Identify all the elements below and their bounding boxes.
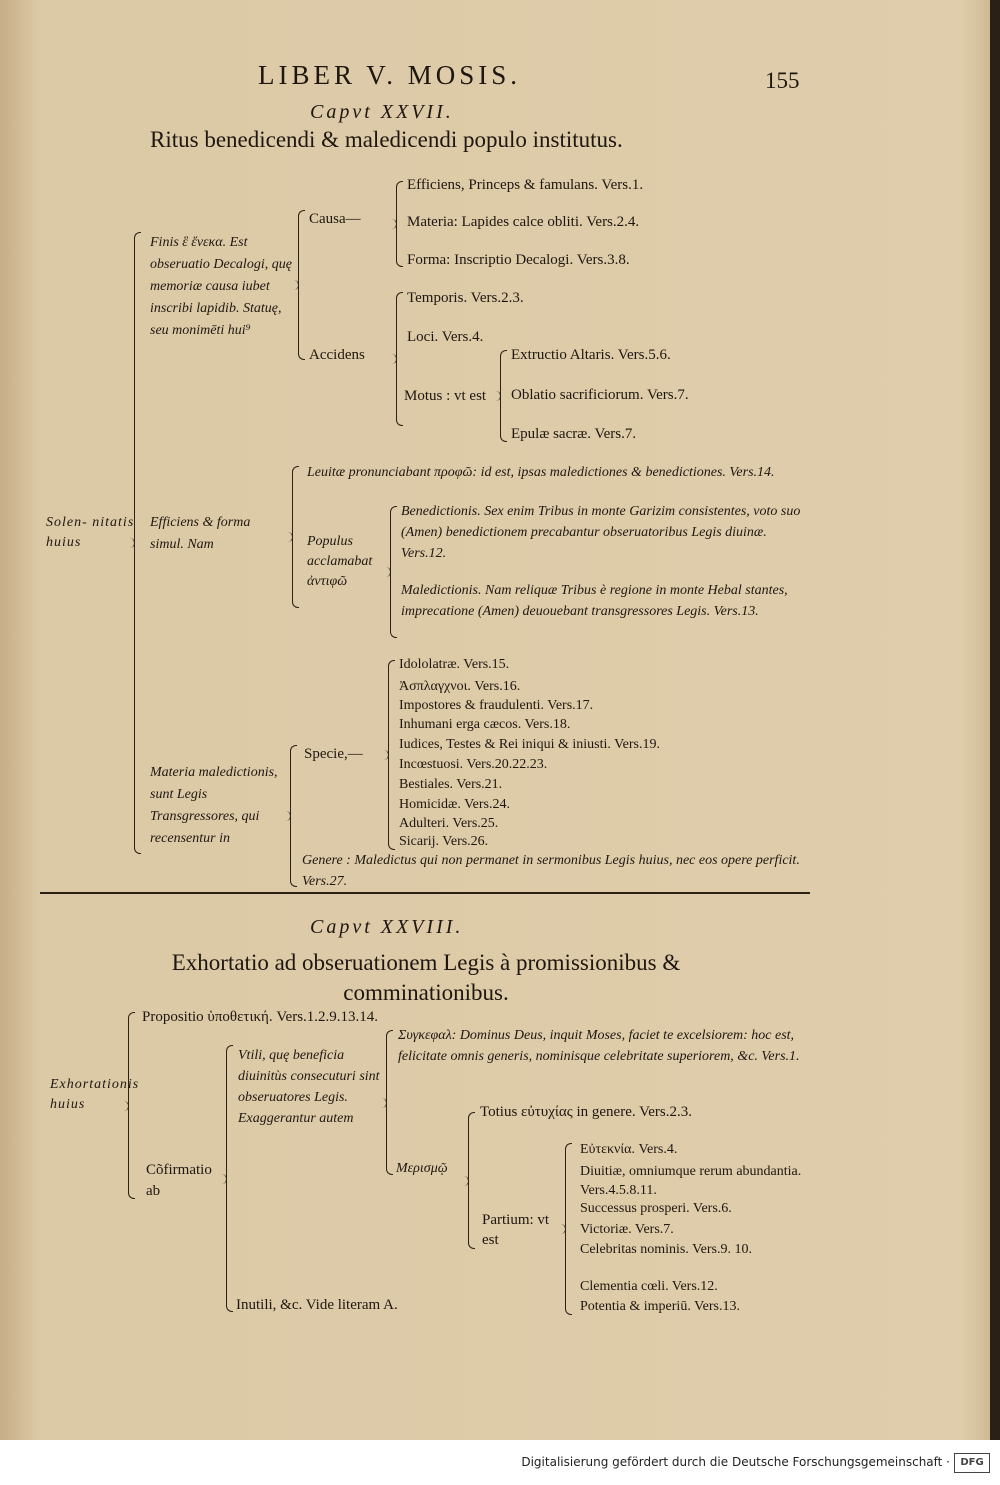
motus: Motus : vt est xyxy=(404,388,487,404)
merismo: Μερισμῷ xyxy=(396,1161,448,1176)
chapter-28-title: Exhortatio ad obseruationem Legis à promissionibus & comminationibus. xyxy=(171,950,681,1005)
footer-credit: Digitalisierung gefördert durch die Deutsche Forschungsgemeinschaft · xyxy=(521,1455,950,1469)
chapter-28-caput: Capvt XXVIII. xyxy=(310,916,464,938)
partes-item: Successus prosperi. Vers.6. xyxy=(580,1201,732,1216)
brace-efficiens xyxy=(292,466,299,608)
utili: Vtili, quę beneficia diuinitùs consecuturi sint obseruatores Legis. Exaggerantur autem xyxy=(238,1048,380,1126)
partes-item: Diuitiæ, omniumque rerum abundantia. Vers.4.5.8.11. xyxy=(580,1164,802,1198)
brace-accidens xyxy=(396,292,403,426)
chapter-27-title: Ritus benedicendi & maledicendi populo institutus. xyxy=(150,127,623,152)
temporis: Temporis. Vers.2.3. xyxy=(407,290,524,306)
synkephalos: Συγκεφαλ: Dominus Deus, inquit Moses, faciet te excelsiorem: hoc est, felicitate omnis generis, nominisque celebritate superiorem, &c. Vers.1. xyxy=(398,1028,800,1064)
species-item: Homicidæ. Vers.24. xyxy=(399,797,510,812)
section-divider xyxy=(40,892,810,894)
partium: Partium: vt est xyxy=(482,1212,550,1248)
species-item: Ἀσπλαγχνοι. Vers.16. xyxy=(399,679,521,694)
page-edge xyxy=(990,0,1000,1440)
causa-label: Causa— xyxy=(309,211,361,227)
maledictionis: Maledictionis. Nam reliquæ Tribus è regione in monte Hebal stantes, imprecatione (Amen) deuouebant transgressores Legis. Vers.13. xyxy=(401,583,788,619)
brace-causa xyxy=(396,181,403,267)
footer xyxy=(0,1445,1000,1485)
chapter-27-caput: Capvt XXVII. xyxy=(310,101,454,123)
species-item: Iudices, Testes & Rei iniqui & iniusti. Vers.19. xyxy=(399,737,660,752)
partes-item: Εὐτεκνία. Vers.4. xyxy=(580,1142,678,1157)
brace-specie xyxy=(388,660,395,850)
species-item: Impostores & fraudulenti. Vers.17. xyxy=(399,698,594,713)
partes-item: Clementia cœli. Vers.12. xyxy=(580,1279,718,1294)
dfg-logo: DFG xyxy=(954,1453,990,1473)
leuitae: Leuitæ pronunciabant προφῶ: id est, ipsas maledictiones & benedictiones. Vers.14. xyxy=(307,465,775,480)
accidens-label: Accidens xyxy=(309,347,365,363)
efficiens-causa: Efficiens, Princeps & famulans. Vers.1. xyxy=(407,177,644,193)
running-title: LIBER V. MOSIS. xyxy=(258,60,522,90)
extructio: Extructio Altaris. Vers.5.6. xyxy=(511,347,671,363)
brace-main-27 xyxy=(134,232,141,854)
brace-confirmatio xyxy=(226,1045,233,1312)
species-item: Inhumani erga cæcos. Vers.18. xyxy=(399,717,571,732)
propositio: Propositio ὑποθετική. Vers.1.2.9.13.14. xyxy=(142,1009,379,1025)
brace-finis xyxy=(298,210,305,360)
brace-motus xyxy=(500,350,507,442)
partes-item: Victoriæ. Vers.7. xyxy=(580,1222,674,1237)
brace-partium xyxy=(565,1143,572,1315)
root-exhortationis: Exhortationis huius xyxy=(50,1077,140,1112)
epulae: Epulæ sacræ. Vers.7. xyxy=(511,426,637,442)
page-number: 155 xyxy=(765,68,800,93)
root-solennitatis: Solen- nitatis huius xyxy=(46,515,135,550)
genere: Genere : Maledictus qui non permanet in sermonibus Legis huius, nec eos opere perficit. Vers.27. xyxy=(302,853,800,889)
species-item: Idololatræ. Vers.15. xyxy=(399,657,510,672)
forma-causa: Forma: Inscriptio Decalogi. Vers.3.8. xyxy=(407,252,630,268)
brace-merismo xyxy=(468,1112,475,1249)
efficiens-forma: Efficiens & forma simul. Nam xyxy=(150,515,251,552)
totius: Totius εὐτυχίας in genere. Vers.2.3. xyxy=(480,1104,692,1120)
materia-causa: Materia: Lapides calce obliti. Vers.2.4. xyxy=(407,214,640,230)
partes-item: Potentia & imperiū. Vers.13. xyxy=(580,1299,740,1314)
specie-label: Specie,— xyxy=(304,746,363,762)
benedictionis: Benedictionis. Sex enim Tribus in monte Garizim consistentes, voto suo (Amen) benedictionem precabantur obseruatoribus Legis diuinæ. Vers.12. xyxy=(401,504,801,561)
species-item: Bestiales. Vers.21. xyxy=(399,777,503,792)
loci: Loci. Vers.4. xyxy=(407,329,484,345)
brace-main-28 xyxy=(128,1012,135,1199)
populus: Populus acclamabat ἀντιφῶ xyxy=(307,534,373,589)
species-item: Sicarij. Vers.26. xyxy=(399,834,489,849)
inutili: Inutili, &c. Vide literam A. xyxy=(236,1297,398,1313)
species-item: Adulteri. Vers.25. xyxy=(399,816,499,831)
oblatio: Oblatio sacrificiorum. Vers.7. xyxy=(511,387,689,403)
brace-populus xyxy=(390,506,397,638)
partes-item: Celebritas nominis. Vers.9. 10. xyxy=(580,1242,753,1257)
brace-materia xyxy=(290,745,297,887)
finis: Finis ἓ ἕνεκα. Est obseruatio Decalogi, quę memoriæ causa iubet inscribi lapidib. Statuę, seu monimēti hui⁹ xyxy=(150,235,292,338)
confirmatio: Cõfirmatio ab xyxy=(146,1162,212,1199)
species-item: Incœstuosi. Vers.20.22.23. xyxy=(399,757,548,772)
brace-utili xyxy=(386,1030,393,1175)
materia-maledictionis: Materia maledictionis, sunt Legis Transgressores, qui recensentur in xyxy=(150,765,278,846)
